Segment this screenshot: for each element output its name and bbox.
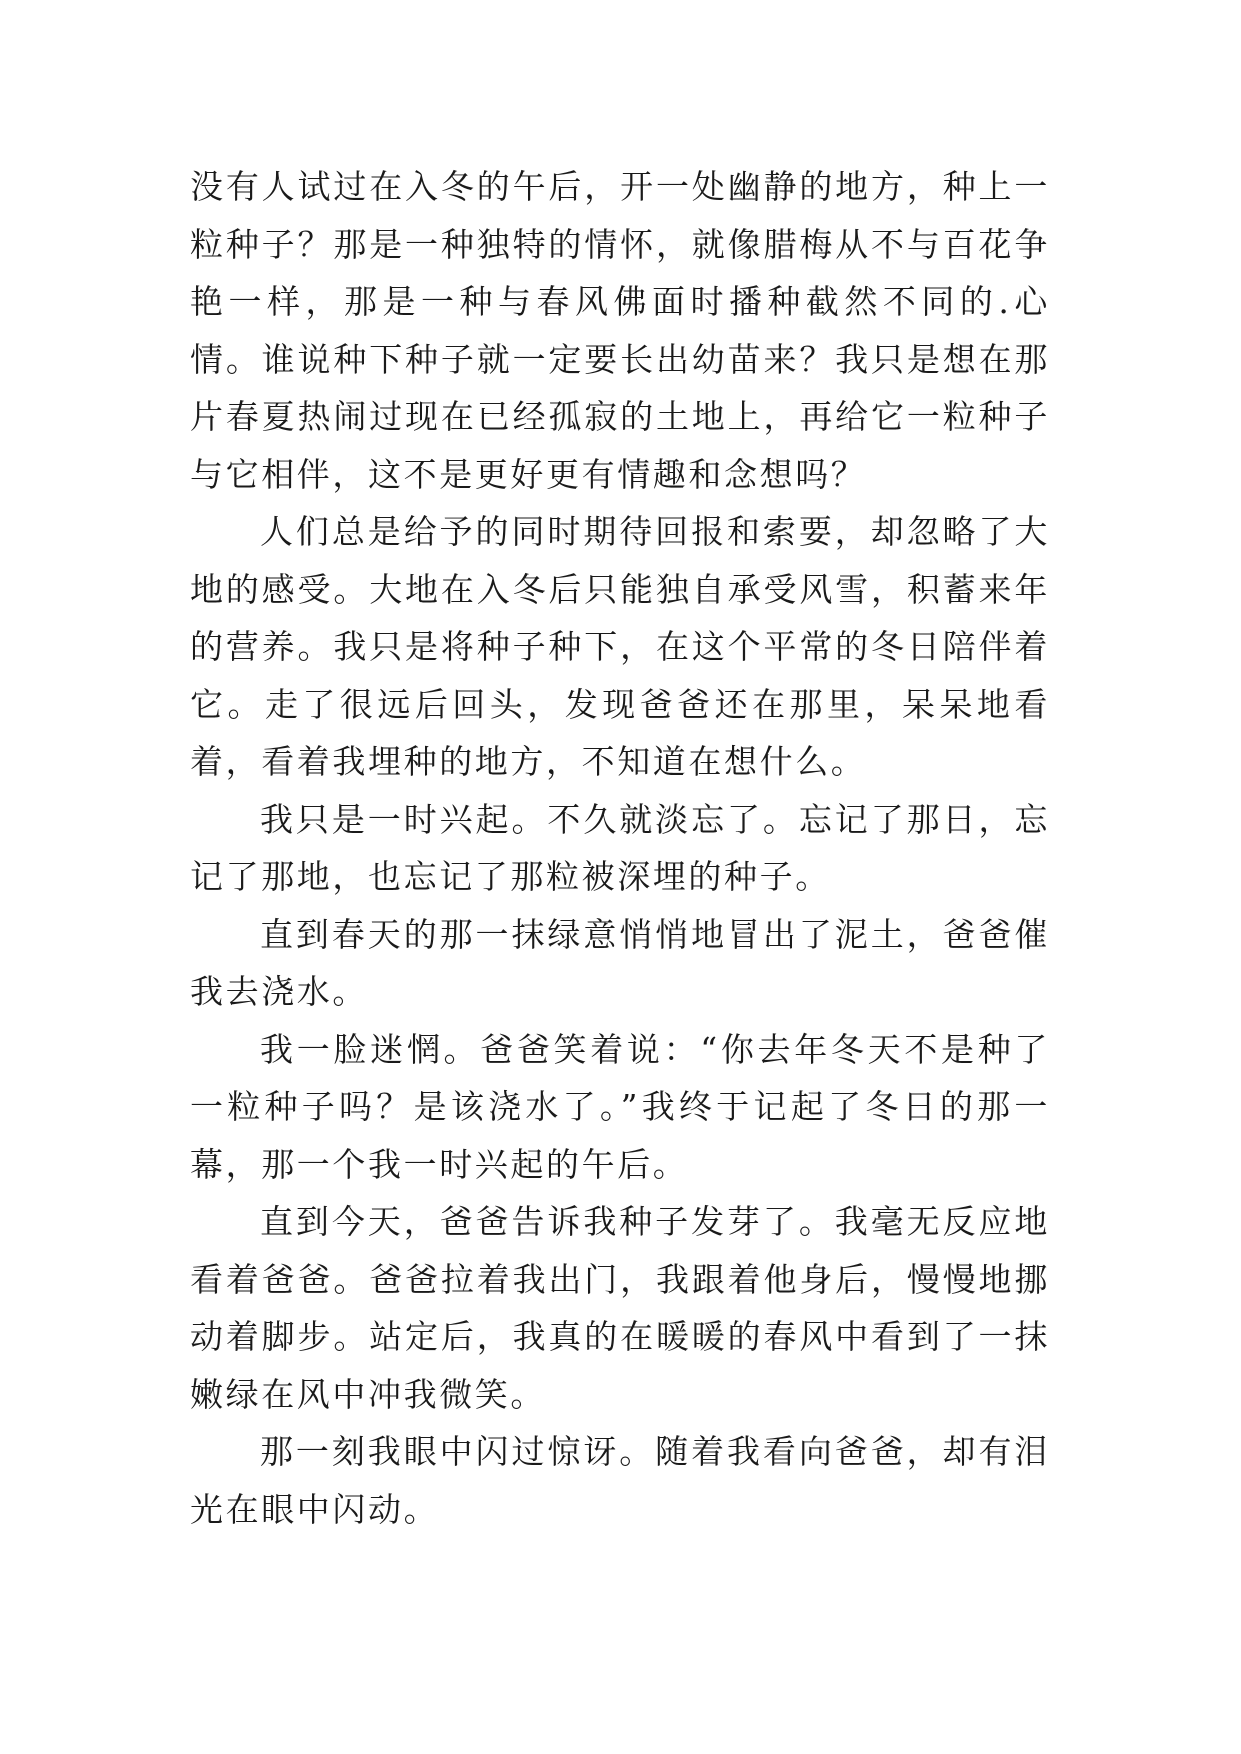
paragraph-6: 直到今天，爸爸告诉我种子发芽了。我毫无反应地看着爸爸。爸爸拉着我出门，我跟着他身后，慢慢地挪动着脚步。站定后，我真的在暖暖的春风中看到了一抹嫩绿在风中冲我微笑。	[190, 1202, 1050, 1414]
body-text	[190, 158, 1050, 1538]
paragraph-5: 我一脸迷惘。爸爸笑着说：“你去年冬天不是种了一粒种子吗？是该浇水了。”我终于记起了冬日的那一幕，那一个我一时兴起的午后。	[190, 1029, 1050, 1184]
paragraph-1: 没有人试过在入冬的午后，开一处幽静的地方，种上一粒种子？那是一种独特的情怀，就像腊梅从不与百花争艳一样，那是一种与春风佛面时播种截然不同的.心情。谁说种下种子就一定要长出幼苗来？我只是想在那片春夏热闹过现在已经孤寂的土地上，再给它一粒种子与它相伴，这不是更好更有情趣和念想吗？	[190, 167, 1050, 494]
paragraph-7: 那一刻我眼中闪过惊讶。随着我看向爸爸，却有泪光在眼中闪动。	[190, 1432, 1050, 1529]
paragraph-2: 人们总是给予的同时期待回报和索要，却忽略了大地的感受。大地在入冬后只能独自承受风雪，积蓄来年的营养。我只是将种子种下，在这个平常的冬日陪伴着它。走了很远后回头，发现爸爸还在那里，呆呆地看着，看着我埋种的地方，不知道在想什么。	[190, 512, 1050, 781]
paragraph-4: 直到春天的那一抹绿意悄悄地冒出了泥土，爸爸催我去浇水。	[190, 914, 1050, 1011]
paragraph-3: 我只是一时兴起。不久就淡忘了。忘记了那日，忘记了那地，也忘记了那粒被深埋的种子。	[190, 799, 1050, 896]
